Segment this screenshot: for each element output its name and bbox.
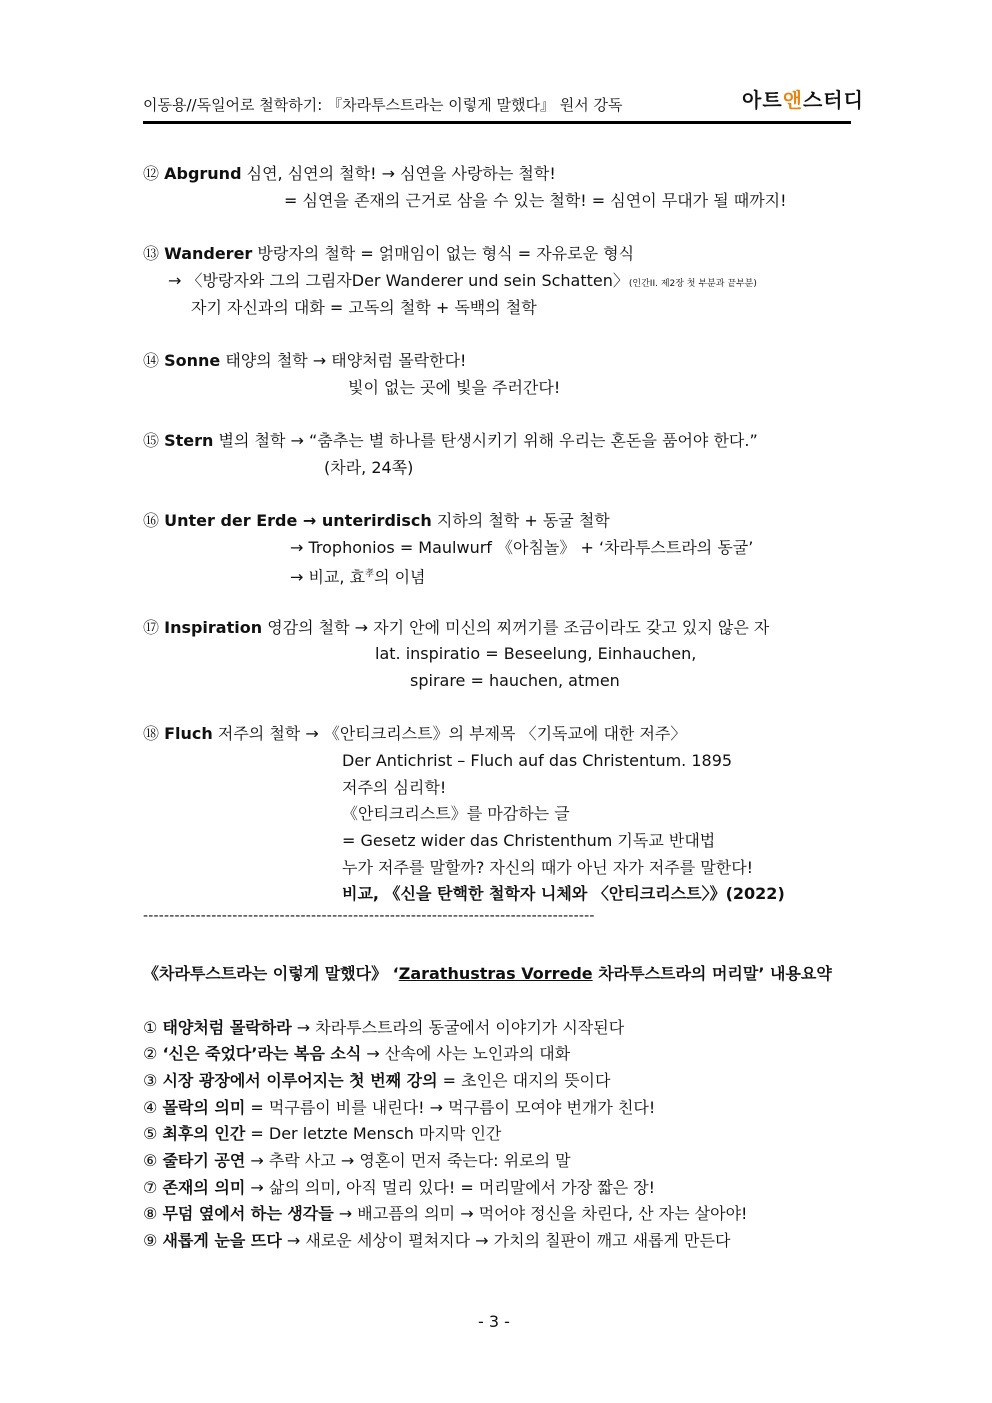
section-18-line-2: Der Antichrist – Fluch auf das Christentum. 1895 <box>342 751 733 770</box>
section-14-line-2: 빛이 없는 곳에 빛을 주러간다! <box>348 378 561 397</box>
section-18-line-3: 저주의 심리학! <box>342 778 447 797</box>
section-12-line-2: = 심연을 존재의 근거로 삼을 수 있는 철학! = 심연이 무대가 될 때까지! <box>284 191 787 210</box>
section-18-line-7: 비교, 《신을 탄핵한 철학자 니체와 〈안티크리스트〉》(2022) <box>342 884 785 903</box>
section-13-line-3: 자기 자신과의 대화 = 고독의 철학 + 독백의 철학 <box>191 298 537 317</box>
header-rule <box>143 121 851 124</box>
section-13-line-1: ⑬ Wanderer 방랑자의 철학 = 얽매임이 없는 형식 = 자유로운 형식 <box>143 244 635 263</box>
summary-item: ⑦ 존재의 의미 → 삶의 의미, 아직 멀리 있다! = 머리말에서 가장 짧은 장! <box>143 1178 656 1197</box>
summary-item: ② ‘신은 죽었다’라는 복음 소식 → 산속에 사는 노인과의 대화 <box>143 1044 571 1063</box>
summary-item: ⑧ 무덤 옆에서 하는 생각들 → 배고픔의 의미 → 먹어야 정신을 차린다, 산 자는 살아야! <box>143 1204 748 1223</box>
section-18-line-6: 누가 저주를 말할까? 자신의 때가 아닌 자가 저주를 말한다! <box>342 858 754 877</box>
section-16-line-3: → 비교, 효$^孝$의 이념 <box>290 567 426 587</box>
summary-heading: 《차라투스트라는 이렇게 말했다》 ‘Zarathustras Vorrede 차라투스트라의 머리말’ 내용요약 <box>143 964 832 983</box>
section-18-line-1: ⑱ Fluch 저주의 철학 → 《안티크리스트》의 부제목 〈기독교에 대한 저주〉 <box>143 724 687 743</box>
summary-item: ① 태양처럼 몰락하라 → 차라투스트라의 동굴에서 이야기가 시작된다 <box>143 1018 625 1037</box>
document-header-title: 이동용//독일어로 철학하기: 『차라투스트라는 이렇게 말했다』 원서 강독 <box>143 96 623 114</box>
section-12-line-1: ⑫ Abgrund 심연, 심연의 철학! → 심연을 사랑하는 철학! <box>143 164 556 183</box>
section-18-line-4: 《안티크리스트》를 마감하는 글 <box>342 804 570 823</box>
section-15-line-2: (차라, 24쪽) <box>324 458 414 477</box>
page-number: - 3 - <box>478 1312 510 1331</box>
summary-item: ⑨ 새롭게 눈을 뜨다 → 새로운 세상이 펼쳐지다 → 가치의 칠판이 깨고 새롭게 만든다 <box>143 1231 731 1250</box>
summary-item: ⑥ 줄타기 공연 → 추락 사고 → 영혼이 먼저 죽는다: 위로의 말 <box>143 1151 571 1170</box>
section-17-line-3: spirare = hauchen, atmen <box>410 671 620 690</box>
section-18-line-5: = Gesetz wider das Christenthum 기독교 반대법 <box>342 831 716 850</box>
summary-item: ⑤ 최후의 인간 = Der letzte Mensch 마지막 인간 <box>143 1124 502 1143</box>
summary-item: ④ 몰락의 의미 = 먹구름이 비를 내린다! → 먹구름이 모여야 번개가 친다! <box>143 1098 656 1117</box>
brand-logo: 아트앤스터디 <box>742 88 864 112</box>
section-16-line-1: ⑯ Unter der Erde → unterirdisch 지하의 철학 + 동굴 철학 <box>143 511 610 530</box>
section-17-line-2: lat. inspiratio = Beseelung, Einhauchen, <box>375 644 697 663</box>
dashed-divider: -------------------------------------------------------------------------------------- <box>143 908 595 924</box>
section-16-line-2: → Trophonios = Maulwurf 《아침놀》 + ‘차라투스트라의 동굴’ <box>290 538 754 557</box>
section-13-line-2: → 〈방랑자와 그의 그림자Der Wanderer und sein Schatten〉(인간II. 제2장 첫 부분과 끝부분) <box>168 271 757 290</box>
section-15-line-1: ⑮ Stern 별의 철학 → “춤추는 별 하나를 탄생시키기 위해 우리는 혼돈을 품어야 한다.” <box>143 431 758 450</box>
section-17-line-1: ⑰ Inspiration 영감의 철학 → 자기 안에 미신의 찌꺼기를 조금이라도 갖고 있지 않은 자 <box>143 618 770 637</box>
section-14-line-1: ⑭ Sonne 태양의 철학 → 태양처럼 몰락한다! <box>143 351 467 370</box>
summary-item: ③ 시장 광장에서 이루어지는 첫 번째 강의 = 초인은 대지의 뜻이다 <box>143 1071 611 1090</box>
